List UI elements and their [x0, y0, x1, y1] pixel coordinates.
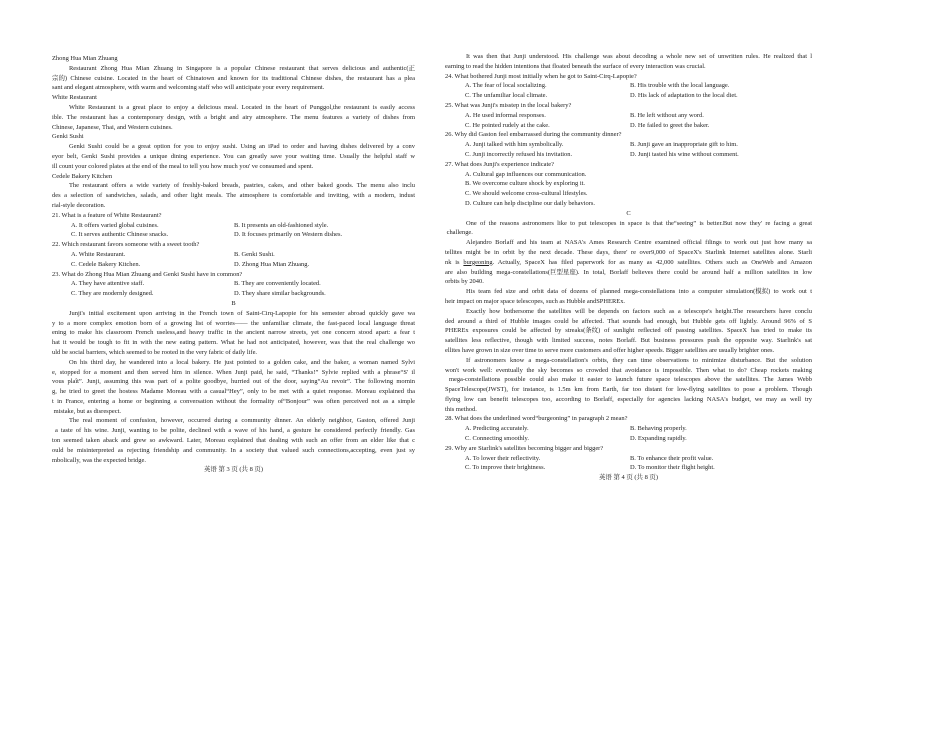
passage-paragraph [52, 64, 415, 93]
passage-paragraph [52, 309, 415, 358]
options-row [52, 279, 415, 289]
paragraph-line: Genki Sushi could be a great option for you to enjoy sushi. Using an iPad to order and having dishes delivered by a conv [69, 143, 415, 151]
answer-option: B. We overcome culture shock by exploring it. [465, 180, 586, 188]
paragraph-line: this method. [445, 405, 477, 413]
passage-heading: Cedele Bakery Kitchen [52, 172, 113, 180]
paragraph-line: ellites have grown in size over time to serve more customers and offer higher speeds. Bigger satellites are usually brighter ones. [445, 346, 775, 354]
options-row [445, 179, 812, 189]
paragraph-line: won't work well: eventually the sky becomes so crowded that avoidance is impossible. Then what to do? Cheap rockets making [445, 366, 812, 374]
question-block [445, 72, 812, 101]
passage-heading: Genki Sushi [52, 133, 84, 141]
answer-option: C. To improve their brightness. [465, 464, 546, 472]
paragraph-line: The restaurant offers a wide variety of freshly-baked breads, pastries, cakes, and other baked goods. The menu also inclu [69, 182, 415, 190]
question-stem: 23. What do Zhong Hua Mian Zhuang and Genki Sushi have in common? [52, 270, 243, 278]
question-block [445, 130, 812, 159]
options-row [445, 150, 812, 160]
question-stem: 21. What is a feature of White Restaurant? [52, 211, 162, 219]
question-block [52, 270, 415, 299]
answer-option: D. His lack of adaptation to the local diet. [630, 92, 738, 100]
exam-page-3 [52, 54, 415, 475]
paragraph-line: satellites less reflective, though with limited success, notes Borlaff. But business pressures push the opposite way. Starlink's sat [445, 337, 812, 345]
options-row [445, 91, 812, 101]
question-block [52, 240, 415, 269]
paragraph-line: mega-constellations possible could also make it easier to launch future space telescopes above the satellites. The James Webb [445, 376, 812, 384]
passage-paragraph [52, 103, 415, 132]
options-row [445, 140, 812, 150]
options-row [445, 189, 812, 199]
paragraph-line: It was then that Junji understood. His challenge was about decoding a whole new set of unwritten rules. He realized that l [466, 53, 812, 60]
answer-option: A. He used informal responses. [465, 111, 546, 119]
options-row [52, 250, 415, 260]
paragraph-line: orbits by 2040. [445, 278, 484, 286]
paragraph-line: earning to read the hidden intentions that floated beneath the surface of every interaction was crucial. [445, 62, 706, 70]
question-stem: 22. Which restaurant favors someone with a sweet tooth? [52, 241, 200, 249]
paragraph-line: White Restaurant is a great place to enjoy a delicious meal. Located in the heart of Punggol,the restaurant is easily access [69, 103, 415, 111]
answer-option: B. They are conveniently located. [234, 280, 321, 288]
passage-paragraph [445, 219, 812, 239]
passage-heading: Zhong Hua Mian Zhuang [52, 55, 118, 62]
options-row [445, 454, 812, 464]
answer-option: D. Culture can help discipline our daily behaviors. [465, 199, 595, 207]
paragraph-line: a taste of his wine. Junji, wanting to be polite, declined with a wave of his hand, a gesture he considered perfectly friendly. Gas [52, 427, 415, 435]
paragraph-line: If astronomers know a mega-constellation's orbits, they can time observations to minimize disturbance. But the solution [466, 356, 812, 364]
paragraph-line: Alejandro Borlaff and his team at NASA's Ames Research Centre examined official filings to work out just how many sa [466, 239, 812, 247]
paragraph-line: On his third day, he wandered into a local bakery. He just pointed to a golden cake, and the baker, a woman named Sylvi [69, 358, 415, 366]
paragraph-line: 宗的) Chinese cuisine. Located in the heart of Chinatown and known for its traditional Chinese dishes, the restaurant has a plea [52, 74, 415, 82]
answer-option: D. Expanding rapidly. [630, 435, 687, 443]
paragraph-line: des a selection of sandwiches, salads, and other light meals. The atmosphere is comfortable and inviting, with a modern, indust [52, 192, 415, 200]
paragraph-line: challenge. [445, 229, 473, 237]
section-label: B [231, 299, 236, 307]
answer-option: C. Junji incorrectly refused his invitation. [465, 150, 573, 158]
paragraph-line: Exactly how bothersome the satellites will be depends on factors such as a telescope's height.The researchers have conclu [466, 307, 812, 315]
options-row [445, 424, 812, 434]
answer-option: D. Junji tasted his wine without comment. [630, 150, 739, 158]
passage-paragraph [445, 52, 812, 72]
paragraph-line: mistake, but as disrespect. [52, 407, 122, 415]
answer-option: C. It serves authentic Chinese snacks. [71, 231, 169, 239]
paragraph-line: are also building mega-constellations(巨型星座). In total, Borlaff believes there could be around half a million satellites in low [445, 268, 812, 276]
answer-option: D. Zhong Hua Mian Zhuang. [234, 260, 310, 268]
options-row [445, 170, 812, 180]
question-stem: 29. Why are Starlink's satellites becoming bigger and bigger? [445, 444, 604, 452]
answer-option: B. It presents an old-fashioned style. [234, 221, 329, 229]
paragraph-line: vous plaît”. Junji, assuming this was part of a polite goodbye, hurried out of the door, saying“Au revoir”. The following mornin [52, 378, 415, 386]
paragraph-line: mbolically, was the expected bridge. [52, 456, 146, 464]
answer-option: A. Predicting accurately. [465, 425, 529, 433]
paragraph-line [445, 258, 812, 268]
question-block [445, 101, 812, 130]
question-stem: 26. Why did Gaston feel embarrassed during the community dinner? [445, 131, 622, 139]
answer-option: B. Genki Sushi. [234, 250, 275, 258]
options-row [445, 463, 812, 473]
page-footer: 英语 第 4 页 (共 8 页) [598, 474, 658, 482]
paragraph-line: ill count your colored plates at the end of the meal to tell you how much you' ve consumed and spent. [52, 162, 314, 170]
answer-option: B. Junji gave an inappropriate gift to him. [630, 141, 738, 149]
passage-paragraph [52, 181, 415, 210]
question-block [445, 414, 812, 443]
question-block [445, 160, 812, 209]
paragraph-line: ible. The restaurant has a contemporary design, with a bright and airy atmosphere. The menu features a variety of dishes from [52, 113, 415, 121]
paragraph-line: Junji's initial excitement upon arriving in the French town of Saint-Cirq-Lapopie for his semester abroad quickly gave wa [69, 309, 415, 317]
options-row [52, 230, 415, 240]
passage-paragraph [445, 307, 812, 356]
line-segment: . Actually, SpaceX has filed paperwork for as many as 42,000 satellites. Others such as OneWeb and Amazon [492, 258, 812, 266]
answer-option: C. Cedele Bakery Kitchen. [71, 260, 141, 268]
options-row [445, 121, 812, 131]
question-stem: 28. What does the underlined word“burgeoning” in paragraph 2 mean? [445, 415, 628, 423]
paragraph-line: PHEREx exposures could be affected by streaks(条纹) of sunlight reflected off passing satellites. SpaceX has tried to make its [445, 327, 812, 335]
options-row [52, 260, 415, 270]
line-segment: nk is [445, 258, 464, 266]
options-row [445, 434, 812, 444]
options-row [52, 289, 415, 299]
paragraph-line: One of the reasons astronomers like to put telescopes in space is that the“seeing” is better.But now they' re facing a great [466, 219, 812, 227]
answer-option: D. They share similar backgrounds. [234, 290, 326, 298]
answer-option: B. Behaving properly. [630, 425, 687, 433]
page-footer: 英语 第 3 页 (共 8 页) [203, 466, 263, 474]
exam-page-4 [445, 52, 812, 483]
passage-paragraph [445, 356, 812, 415]
options-row [445, 199, 812, 209]
answer-option: A. They have attentive staff. [71, 280, 145, 288]
paragraph-line: ening to make his classroom French useless,and heavy traffic in the ancient narrow streets, yet one concern stood apart: a fear t [52, 329, 415, 337]
section-label: C [626, 209, 631, 217]
paragraph-line: Restaurant Zhong Hua Mian Zhuang in Singapore is a popular Chinese restaurant that serves delicious and authentic(正 [69, 64, 415, 72]
question-stem: 25. What was Junji's misstep in the local bakery? [445, 101, 572, 109]
options-row [445, 111, 812, 121]
underlined-word: burgeoning [463, 258, 493, 266]
question-stem: 24. What bothered Junji most initially when he got to Saint-Cirq-Lapopie? [445, 72, 637, 80]
paragraph-line: The real moment of confusion, however, occurred during a community dinner. An elderly neighbor, Gaston, offered Junji [69, 417, 415, 425]
paragraph-line: sant and elegant atmosphere, with warm and welcoming staff who will anticipate your every requirement. [52, 84, 325, 92]
answer-option: D. To monitor their flight height. [630, 464, 715, 472]
paragraph-line: hat it would be tough to fit in with the new eating pattern. What he had not anticipated, however, was that the real challenge wo [52, 339, 415, 347]
passage-paragraph [52, 416, 415, 465]
answer-option: D. It focuses primarily on Western dishes. [234, 231, 343, 239]
answer-option: C. Connecting smoothly. [465, 435, 529, 443]
paragraph-line: Chinese, Japanese, Thai, and Western cuisines. [52, 123, 173, 131]
answer-option: A. White Restaurant. [71, 250, 126, 258]
passage-paragraph [52, 142, 415, 171]
paragraph-line: His team fed size and orbit data of dozens of planned mega-constellations into a computer simulation(模拟) to work out t [466, 288, 812, 296]
answer-option: C. They are modernly designed. [71, 290, 154, 298]
answer-option: C. He pointed rudely at the cake. [465, 121, 550, 129]
paragraph-line: uld be social barriers, which seemed to be rooted in the very fabric of daily life. [52, 348, 258, 356]
question-block [445, 444, 812, 473]
passage-paragraph [52, 358, 415, 417]
paragraph-line: SpaceTelescope(JWST), for instance, is 1.5m km from Earth, far too distant for low-flying satellites to pose a problem. Though [445, 386, 812, 394]
answer-option: B. His trouble with the local language. [630, 82, 730, 90]
passage-paragraph [445, 238, 812, 287]
passage-heading: White Restaurant [52, 94, 97, 102]
paragraph-line: ded around a third of Hubble images could be affected. That sounds bad enough, but Hubble gets off lightly. Around 96% of S [445, 317, 812, 325]
paragraph-line: t in France, entering a home or beginning a conversation without the formality of“Bonjour” was often perceived not as a simple [52, 397, 415, 405]
passage-paragraph [445, 287, 812, 307]
paragraph-line: e, stopped for a moment and then served him in silence. When Junji paid, he said, “Thanks!” Sylvie replied with a phrase“S' il [52, 368, 415, 376]
answer-option: B. To enhance their profit value. [630, 454, 714, 462]
question-stem: 27. What does Junji's experience indicate? [445, 160, 555, 168]
answer-option: C. The unfamiliar local climate. [465, 92, 548, 100]
paragraph-line: ould be misinterpreted as rejecting friendship and community. In a society that valued such connections,accepting, even just sy [52, 446, 415, 454]
answer-option: C. We should welcome cross-cultural lifestyles. [465, 190, 588, 198]
answer-option: A. The fear of local socializing. [465, 82, 547, 90]
options-row [445, 81, 812, 91]
paragraph-line: flying low can benefit telescopes too, according to Borlaff, especially for agencies lacking NASA's budget, we may as well try [445, 395, 812, 403]
paragraph-line: tellites might be in orbit by the next decade. These days, there' re over9,000 of SpaceX's Starlink Internet satellites alone. Starli [445, 248, 812, 256]
answer-option: A. Junji talked with him symbolically. [465, 141, 564, 149]
answer-option: A. It offers varied global cuisines. [71, 221, 159, 229]
paragraph-line: eyor belt, Genki Sushi provides a unique dining experience. You can greatly save your waiting time. Usually the helpful staff w [52, 152, 415, 160]
question-block [52, 211, 415, 240]
answer-option: D. He failed to greet the baker. [630, 121, 710, 129]
paragraph-line: heir impact on major space telescopes, such as Hubble andSPHEREx. [445, 297, 626, 305]
answer-option: A. To lower their reflectivity. [465, 454, 541, 462]
paragraph-line: rial-style decoration. [52, 201, 106, 209]
options-row [52, 221, 415, 231]
paragraph-line: ton seemed taken aback and grew so awkward. Later, Moreau explained that dealing with such an offer from an elder like that c [52, 437, 415, 445]
answer-option: B. He left without any word. [630, 111, 704, 119]
paragraph-line: g, he tried to greet the hostess Madame Moreau with a casual“Hey”, only to be met with a quiet response. Moreau explained tha [52, 388, 415, 396]
answer-option: A. Cultural gap influences our communication. [465, 170, 587, 178]
paragraph-line: y to a more complex emotion born of a growing list of worries—— the unfamiliar climate, the fast-paced local language threat [52, 319, 415, 327]
